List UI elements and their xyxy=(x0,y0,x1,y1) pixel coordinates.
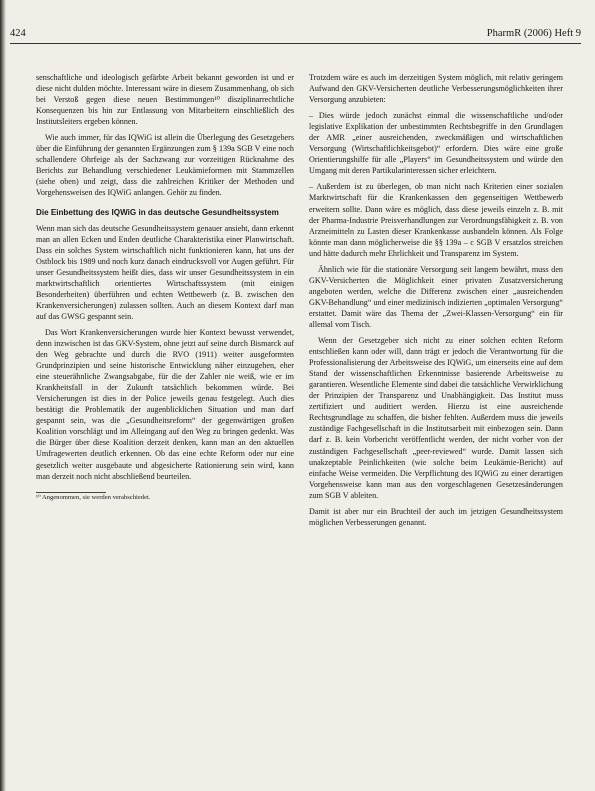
left-paragraph-3: Wenn man sich das deutsche Gesundheitssystem genauer ansieht, dann erkennt man an allen Ecken und Enden deutliche Charakteristika einer Planwirtschaft. Dass ein solches System wirtschaftlich nicht funktionieren kann, hat uns der Ostblock bis 1989 und noch kurz danach eindrucksvoll vor Augen geführt. Für unser Gesundheitssystem heißt dies, dass wir unser Gesundheitssystem in ein marktwirtschaftlich orientiertes Wirtschaftssystem (mit einigen Besonderheiten) überführen und echten Wettbewerb (z. B. zwischen den Krankenversicherungen) zulassen sollten. Auch an diesem Kontext darf man auf das GWSG gespannt sein. xyxy=(36,223,294,321)
right-column xyxy=(309,72,563,533)
right-paragraph-6: Damit ist aber nur ein Bruchteil der auch im jetzigen Gesundheitssystem möglichen Verbesserungen genannt. xyxy=(309,506,563,527)
section-heading: Die Einbettung des IQWiG in das deutsche Gesundheitssystem xyxy=(36,207,279,217)
right-paragraph-4: Ähnlich wie für die stationäre Versorgung seit langem bewährt, muss den GKV-Versicherten die Möglichkeit einer privaten Zusatzversicherung angeboten werden, welche die Differenz zwischen einer „ausreichenden GKV-Behandlung“ und einer medizinisch indizierten „optimalen Versorgung“ erstattet. Damit wäre das Thema der „Zwei-Klassen-Versorgung“ ein für allemal vom Tisch. xyxy=(309,264,563,329)
scan-shadow xyxy=(0,0,6,791)
left-paragraph-1: senschaftliche und ideologisch gefärbte Arbeit bekannt geworden ist und er diese nicht dulden möchte. Interessant wäre in diesem Zusammenhang, ob sich bei Verstoß gegen diese neuen Bestimmungen¹⁰ disziplinarrechtliche Konsequenzen bis hin zur Entlassung von Mitarbeitern einschließlich des Institutsleiters ergeben können. xyxy=(36,73,294,127)
footnote: ¹⁰ Angenommen, sie werden verabschiedet. xyxy=(36,493,151,501)
left-paragraph-4: Das Wort Krankenversicherungen wurde hier Kontext bewusst verwendet, denn inzwischen ist das GKV-System, ohne jetzt auf seine durch Bismarck auf den Weg gebrachte und durch die RVO (1911) weiter ausgeformten Grundprinzipien und seine historische Entwicklung näher einzugehen, eher eine steuerähnliche Zwangsabgabe, für die der Zahler nie weiß, wie er im Krankheitsfall in der Zukunft tatsächlich bekommen würde. Bei Versicherungen ist dies in der Police jeweils genau festgelegt. Auch dies bestätigt die Problematik der augenblicklichen Situation und man darf gespannt sein, was die „Gesundheitsreform“ der gegenwärtigen großen Koalition vorschlägt und im Alleingang auf den Weg zu bringen gedenkt. Was die Bürger über diese Koalition derzeit denken, kann man an den aktuellen Umfragewerten deutlich erkennen. Ob das eine echte Reform oder nur eine gesetzlich weiter ausgebaute und abgesicherte Rationierung sein wird, kann man derzeit noch nicht abschließend beurteilen. xyxy=(36,327,294,481)
page-header xyxy=(10,28,581,44)
left-paragraph-2: Wie auch immer, für das IQWiG ist allein die Überlegung des Gesetzgebers über die Einführung der genannten Ergänzungen zum § 139a SGB V eine noch schallendere Ohrfeige als der Sachzwang zur vorzeitigen Rücknahme des Berichts zur Behandlung verschiedener Leukämieformen mit Stammzellen (siehe oben) und zeigt, dass die zahlreichen Kritiker der Methoden und Vorgehensweisen des IQWiG anlangen. Gehör zu finden. xyxy=(36,133,294,198)
page-number: 424 xyxy=(10,28,26,39)
right-list-item-1: – Dies würde jedoch zunächst einmal die wissenschaftliche und/oder legislative Explikation der unbestimmten Rechtsbegriffe in den Grundlagen der AMR „einer ausreichenden, zweckmäßigen und wirtschaftlichen Versorgung (Wirtschaftlichkeitsgebot)“ erfordern. Dies wäre eine große Orientierungshilfe für alle „Players“ im Gesundheitssystem und würde den Umgang mit deren Partikularinteressen sicher erleichtern. xyxy=(309,111,563,176)
right-paragraph-1: Trotzdem wäre es auch im derzeitigen System möglich, mit relativ geringem Aufwand den GKV-Versicherten deutliche Verbesserungsmöglichkeiten ihrer Versorgung anzubieten: xyxy=(309,73,563,105)
left-column xyxy=(36,72,294,507)
right-paragraph-5: Wenn der Gesetzgeber sich nicht zu einer solchen echten Reform entschließen kann oder will, dann trägt er jedoch die Verantwortung für die Professionalisierung der Arbeitsweise des IQWiG, um einerseits eine auf dem Stand der wissenschaftlichen Erkenntnisse basierende Arbeitsweise zu garantieren. Wesentliche Elemente sind dabei die tatsächliche Verwirklichung der Prinzipien der Transparenz und Unabhängigkeit. Das Institut muss zertifiziert und auditiert werden. Hierzu ist eine ausreichende Rechtsgrundlage zu schaffen, die bisher fehlten. Außerdem muss die jeweils zuständige Fachgesellschaft in die Institutsarbeit mit einbezogen sein. Dann darf z. B. kein Vorbericht veröffentlicht werden, der nicht vorher von der zuständigen Fachgesellschaft „peer-reviewed“ wurde. Damit lassen sich unakzeptable Peinlichkeiten (wie solche beim Leukämie-Bericht) auf einfache Weise vermeiden. Die Verpflichtung des IQWiG zu einer derartigen Vorgehensweise kann man aus den vorgeschlagenen Gesetzesänderungen zum SGB V ableiten. xyxy=(309,336,563,500)
journal-issue: PharmR (2006) Heft 9 xyxy=(486,28,581,39)
right-list-item-2: – Außerdem ist zu überlegen, ob man nicht nach Kriterien einer sozialen Marktwirtschaft für die Krankenkassen den gegenseitigen Wettbewerb erweitern sollte. Dann wäre es möglich, dass diese jeweils einzeln z. B. mit der Pharma-Industrie Preisverhandlungen zur Verordnungsfähigkeit z. B. von Arzneimitteln zu Lasten dieser Krankenkasse ausbandeln können. Als Folge könnte man dann möglicherweise die §§ 139a – c SGB V ersatzlos streichen und hätte dadurch mehr Ehrlichkeit und Transparenz im System. xyxy=(309,182,563,258)
